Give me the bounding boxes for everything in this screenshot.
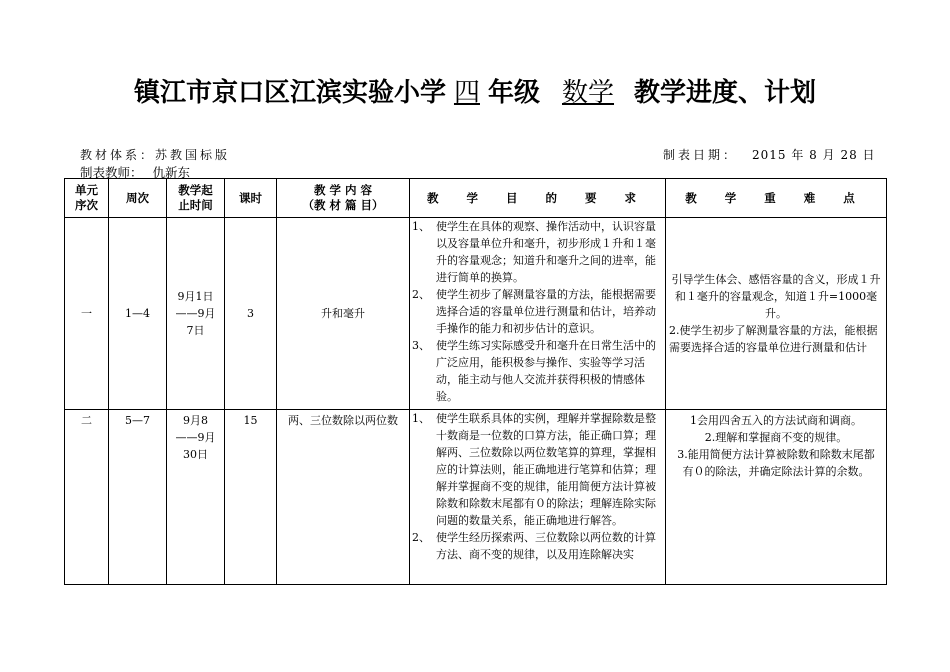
teacher-label: 制表教师： <box>80 165 143 180</box>
row2-content: 两、三位数除以两位数 <box>277 410 410 585</box>
title-subject: 数学 <box>562 78 615 108</box>
title-suffix: 教学进度、计划 <box>634 78 817 108</box>
date-info <box>663 146 876 163</box>
header-hours: 课时 <box>225 179 277 218</box>
date-value: 2015 年 8 月 28 日 <box>752 148 876 162</box>
teacher-name: 仇新东 <box>152 165 191 180</box>
row2-unit: 二 <box>65 410 109 585</box>
row2-goals <box>410 410 666 585</box>
goal-item: 3、 使学生练习实际感受升和毫升在日常生活中的广泛应用，能积极参与操作、实验等学习活动，能主动与他人交流并获得积极的情感体验。 <box>412 339 656 403</box>
row1-unit: 一 <box>65 218 109 410</box>
title-grade: 四 <box>453 78 480 108</box>
row2-week: 5—7 <box>109 410 167 585</box>
title-grade-suffix: 年级 <box>487 78 540 108</box>
row2-difficulties: 1会用四舍五入的方法试商和调商。 2.理解和掌握商不变的规律。 3.能用简便方法计算被除数和除数末尾都有０的除法，并确定除法计算的余数。 <box>666 410 887 585</box>
date-label: 制表日期： <box>663 148 739 162</box>
row1-goals <box>410 218 666 410</box>
header-unit: 单元序次 <box>65 179 109 218</box>
row2-hours: 15 <box>225 410 277 585</box>
row1-content: 升和毫升 <box>277 218 410 410</box>
table-row <box>65 410 887 585</box>
table-header-row <box>65 179 887 218</box>
row1-difficulties: 引导学生体会、感悟容量的含义，形成１升和１毫升的容量观念，知道１升=1000毫升。 2.使学生初步了解测量容量的方法，能根据需要选择合适的容量单位进行测量和估计 <box>666 218 887 410</box>
teaching-plan-table <box>64 178 887 585</box>
row2-time: 9月8 ——9月 30日 <box>167 410 225 585</box>
goal-item: 1、 使学生联系具体的实例，理解并掌握除数是整十数商是一位数的口算方法，能正确口算；理解两、三位数除以两位数笔算的算理，掌握相应的计算法则，能正确地进行笔算和估算；理解并掌握商不变的规律，能用简便方法计算被除数和除数末尾都有０的除法；理解连除实际问题的数量关系，能正确地进行解答。 <box>412 412 656 527</box>
goal-item: 1、 使学生在具体的观察、操作活动中，认识容量以及容量单位升和毫升，初步形成１升和１毫升的容量观念；知道升和毫升之间的进率，能进行简单的换算。 <box>412 220 656 284</box>
textbook-system: 教材体系：苏教国标版 <box>80 148 231 162</box>
title-school: 镇江市京口区江滨实验小学 <box>133 78 446 108</box>
header-time: 教学起止时间 <box>167 179 225 218</box>
header-content: 教 学 内 容 （教 材 篇 目） <box>277 179 410 218</box>
header-week: 周次 <box>109 179 167 218</box>
goal-item: 2、 使学生初步了解测量容量的方法，能根据需要选择合适的容量单位进行测量和估计，培养动手操作的能力和初步估计的意识。 <box>412 288 656 335</box>
goal-item: 2、 使学生经历探索两、三位数除以两位数的计算方法、商不变的规律，以及用连除解决实 <box>412 531 656 561</box>
header-difficulties: 教 学 重 难 点 <box>666 179 887 218</box>
table-row <box>65 218 887 410</box>
row1-hours: 3 <box>225 218 277 410</box>
header-goals: 教 学 目 的 要 求 <box>410 179 666 218</box>
row1-week: 1—4 <box>109 218 167 410</box>
row1-time: 9月1日 ——9月 7日 <box>167 218 225 410</box>
page-title <box>0 72 950 109</box>
